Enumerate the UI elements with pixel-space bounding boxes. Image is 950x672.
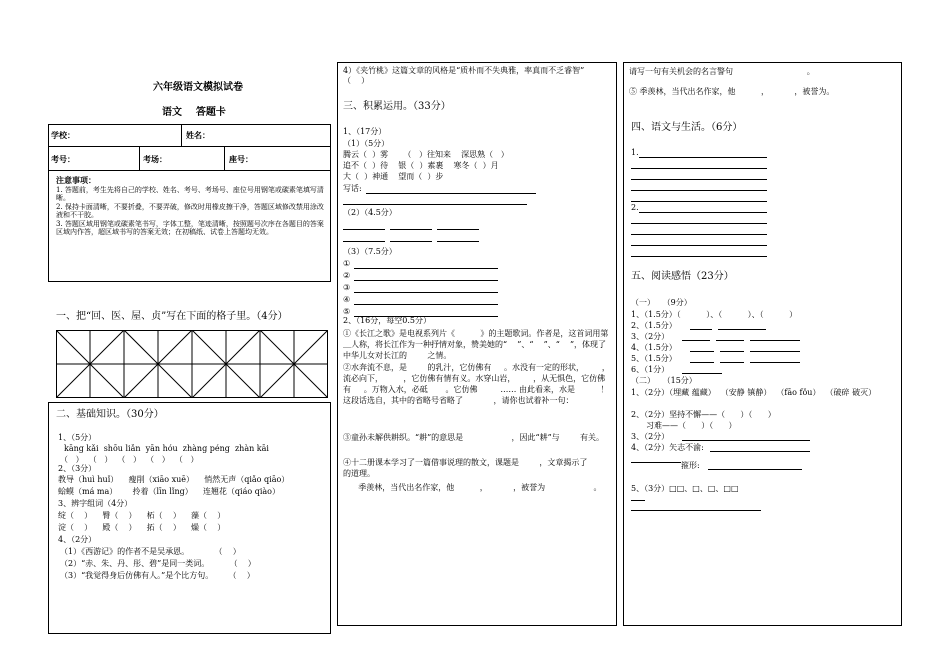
notes-heading: 注意事项： — [56, 175, 96, 185]
answer-line[interactable] — [343, 241, 385, 242]
reading-q4: 4、（1.5分） — [631, 343, 677, 352]
note-item: 3. 答题区域用钢笔或碳素笔书写，字体工整，笔迹清晰，按照题号次序在各题目的答案区域内作答，超区域书写的答案无效；在初稿纸、试卷上答题均无效。 — [56, 220, 324, 236]
reading-q1[interactable]: 1、（1.5分）（ ）、（ ）、（ ） — [631, 310, 798, 319]
part2-label: （2）（4.5分） — [343, 208, 397, 217]
q3-label: 3、辨字组词（4分） — [58, 499, 133, 508]
answer-line[interactable] — [750, 351, 800, 352]
answer-line[interactable] — [631, 500, 645, 501]
answer-line[interactable] — [343, 204, 527, 205]
part1-label: （1）（5分） — [343, 139, 390, 148]
answer-line[interactable] — [631, 234, 767, 235]
answer-line[interactable] — [718, 329, 766, 330]
passage-question[interactable]: ①《长江之歌》是电视系列片《 》的主题歌词。作者是，这首词用第＿人称，将长江作为一种抒情对象，赞美她的“ ”、“ ”、“ ”，体现了中华儿女对长江的 之情。 — [343, 329, 609, 360]
idiom-row[interactable]: 追不（ ）待 银（ ）素裹 寒冬（ ）月 — [343, 161, 499, 170]
reading-part1-label: （一） （9分） — [631, 298, 692, 307]
circle-number: ⑤ — [343, 307, 351, 316]
pinyin-answer-brackets[interactable]: （ ） （ ） （ ） （ ） （ ） — [60, 455, 199, 464]
judgement-item[interactable]: （2）“赤、朱、丹、彤、碧”是同一类词。 （ ） — [60, 559, 256, 568]
q1-label: 1、（5分） — [58, 433, 97, 442]
passage-question[interactable]: ②水奔流不息，是 的乳汁，它仿佛有 。水没有一定的形状， ，流必向下， ，它仿佛有情有义。水穿山岩， ，从无惧色，它仿佛有 。万物入水，必砥 。它仿佛 …… 由此看来，水是 ！这段话选自，其中的省略号省略了 ，请你也试着补一句： — [343, 363, 610, 405]
answer-line[interactable] — [354, 304, 498, 305]
answer-line[interactable] — [639, 157, 767, 158]
passage-question[interactable]: ③童孙未解供耕织。“耕”的意思是 ，因此“耕”与 有关。 — [343, 433, 605, 442]
writing-grid[interactable] — [56, 330, 328, 398]
q4-label: 4、（2分） — [58, 535, 97, 544]
section-four-title: 四、语文与生活。（6分） — [631, 122, 743, 133]
seat-number-field[interactable]: 座号： — [229, 154, 253, 164]
q4-style-question[interactable]: 4）《夹竹桃》这篇文章的风格是“质朴而不失典雅，率真而不乏睿智” （ ） — [343, 66, 648, 85]
reading-q7[interactable]: 1、（2分）（埋藏 蕴藏） （安静 镇静） （fāo fǒu） （破碎 破灭） — [631, 388, 877, 397]
answer-line[interactable] — [390, 229, 432, 230]
passage-question[interactable]: 季羡林，当代出名作家，他 ， ，被誉为 。 — [343, 483, 602, 492]
circle-number: ① — [343, 259, 351, 268]
answer-line[interactable] — [631, 245, 767, 246]
answer-line[interactable] — [682, 373, 722, 374]
exam-title: 六年级语文模拟试卷 — [153, 82, 243, 93]
answer-line[interactable] — [690, 329, 712, 330]
answer-line[interactable] — [354, 268, 498, 269]
answer-line[interactable] — [708, 469, 802, 470]
answer-line[interactable] — [437, 241, 479, 242]
note-item: 2. 保持卡面清晰，不要折叠，不要弄破，修改时用橡皮擦干净，答题区域修改禁用涂改液和不干胶。 — [56, 203, 324, 219]
answer-line[interactable] — [631, 179, 767, 180]
life-q1-label: 1. — [631, 148, 639, 157]
answer-line[interactable] — [343, 229, 385, 230]
word-row[interactable]: 淀（ ） 殿（ ） 拓（ ） 燥（ ） — [58, 523, 226, 532]
reading-q11[interactable]: 5、（3分）□□、□、□、□□ — [631, 484, 739, 493]
answer-line[interactable] — [437, 229, 479, 230]
answer-line[interactable] — [720, 351, 744, 352]
answer-line[interactable] — [354, 292, 498, 293]
reading-q8[interactable]: 2、（2分）坚持不懈——（ ）（ ） — [631, 410, 776, 419]
judgement-item[interactable]: （3）“我觉得身后仿佛有人。”是个比方句。 （ ） — [60, 571, 255, 580]
idiom-row[interactable]: 大（ ）神通 望而（ ）步 — [343, 172, 444, 181]
answer-line[interactable] — [631, 190, 767, 191]
part3-label: （3）（7.5分） — [343, 247, 397, 256]
section-one-title: 一、把“回、医、屋、贞”写在下面的格子里。（4分） — [56, 311, 288, 322]
answer-line[interactable] — [690, 362, 714, 363]
life-q2-label: 2. — [631, 203, 639, 212]
reading-q10: 4、（2分）矢志不渝: — [631, 443, 704, 452]
answer-line[interactable] — [631, 201, 767, 202]
write-label: 写话: — [343, 184, 362, 193]
reading-q6: 6、（1分） — [631, 365, 670, 374]
word-row[interactable]: 绽（ ） 臀（ ） 柘（ ） 藻（ ） — [58, 511, 226, 520]
section-three-title: 三、积累运用。（33分） — [343, 101, 451, 112]
answer-line[interactable] — [366, 193, 536, 194]
answer-line[interactable] — [720, 362, 744, 363]
section-five-title: 五、阅读感悟（23分） — [631, 271, 734, 282]
reading-q9: 3、（2分） — [631, 432, 670, 441]
note-item: 1. 答题前，考生先将自己的学校、姓名、考号、考场号、座位号用钢笔或碳素笔填写清晰。 — [56, 186, 324, 202]
answer-line[interactable] — [631, 256, 767, 257]
reading-q3: 3、（2分） — [631, 332, 670, 341]
reading-q8b[interactable]: 习难——（ ）（ ） — [646, 421, 737, 430]
school-field[interactable]: 学校： — [51, 130, 75, 140]
answer-line[interactable] — [354, 280, 498, 281]
judgement-item[interactable]: （1）《西游记》的作者不是吴承恩。 （ ） — [60, 547, 241, 556]
answer-line[interactable] — [631, 462, 681, 463]
idiom-row[interactable]: 腾云（ ）雾 （ ）往知来 深思熟（ ） — [343, 150, 509, 159]
answer-line[interactable] — [750, 340, 800, 341]
answer-line[interactable] — [631, 223, 767, 224]
q2-label: 2、（3分） — [58, 464, 97, 473]
answer-line[interactable] — [750, 362, 800, 363]
answer-line[interactable] — [639, 212, 767, 213]
passage-question[interactable]: ④十二册课本学习了一篇借事说理的散文，课题是 ，文章揭示了 的道理。 — [343, 458, 657, 478]
famous-quote-question[interactable]: 请写一句有关机会的名言警句 。 — [629, 67, 815, 76]
pronunciation-row: 教导（huì huǐ） 瘦削（xiāo xuē） 悄然无声（qiǎo qiāo） — [58, 475, 290, 484]
reading-q5: 5、（1.5分） — [631, 354, 677, 363]
section-two-title: 二、基础知识。（30分） — [56, 409, 164, 420]
pronunciation-row: 蛤蟆（má ma） 拎着（līn lǐng） 连翘花（qiáo qiào） — [58, 487, 280, 496]
exam-room-field[interactable]: 考场： — [143, 154, 167, 164]
reading-q10b: 箍形: — [681, 461, 700, 470]
passage-question[interactable]: ⑤ 季羡林，当代出名作家，他 ， ，被誉为。 — [629, 87, 835, 96]
answer-line[interactable] — [710, 451, 810, 452]
reading-q2: 2、（1.5分） — [631, 321, 677, 330]
answer-line[interactable] — [682, 440, 810, 441]
name-field[interactable]: 姓名： — [186, 130, 210, 140]
answer-line[interactable] — [682, 340, 710, 341]
circle-number: ③ — [343, 283, 351, 292]
circle-number: ④ — [343, 295, 351, 304]
pinyin-row: kāng kǎi shōu liǎn yān hóu zhàng péng zhàn kāi — [64, 444, 269, 453]
circle-number: ② — [343, 271, 351, 280]
answer-line[interactable] — [390, 241, 432, 242]
q1-label: 1、（17分） — [343, 127, 387, 136]
exam-number-field[interactable]: 考号： — [51, 154, 75, 164]
answer-line[interactable] — [631, 168, 767, 169]
answer-line[interactable] — [716, 340, 744, 341]
reading-part2-label: （二） （15分） — [631, 376, 697, 385]
answer-card-title: 语文 答题卡 — [162, 107, 226, 118]
q2-label: 2、（16分，每空0.5分） — [343, 316, 431, 325]
answer-line[interactable] — [690, 351, 714, 352]
answer-line[interactable] — [631, 510, 761, 511]
